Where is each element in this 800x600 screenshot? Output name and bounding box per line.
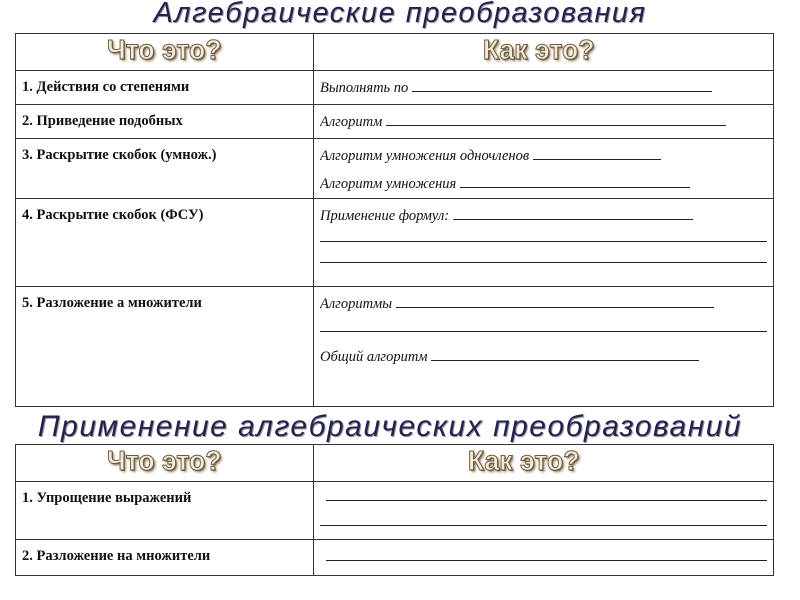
table-row [16,287,774,407]
header-how-label: Как это? [482,34,595,65]
table-header-row [16,445,774,482]
table-row [16,540,774,576]
header-how-label: Как это? [467,445,580,476]
table-header-row [16,34,774,71]
row-label: 3. Раскрытие скобок (умнож.) [16,139,314,199]
table-row [16,199,774,287]
answer-blank[interactable] [320,248,767,263]
table-algebraic-transformations [15,33,774,407]
table-row [16,71,774,105]
answer-blank[interactable] [396,295,714,308]
section1-title: Алгебраические преобразования [153,0,647,29]
row-label: 4. Раскрытие скобок (ФСУ) [16,199,314,287]
table-row [16,139,774,199]
row-label: 1. Действия со степенями [16,71,314,105]
answer-blank[interactable] [453,207,693,220]
row-label: 1. Упрощение выражений [16,482,314,540]
table-row [16,482,774,540]
header-what-label: Что это? [107,34,222,65]
header-how-cell [314,445,774,482]
row-answer: Алгоритмы Общий алгоритм [314,287,774,407]
row-answer: Выполнять по [314,71,774,105]
row-label: 2. Разложение на множители [16,540,314,576]
header-what-cell [16,445,314,482]
row-answer: Алгоритм умножения одночленов Алгоритм умножения [314,139,774,199]
section2-title: Применение алгебраических преобразований [37,410,743,443]
header-how-cell [314,34,774,71]
row-label: 2. Приведение подобных [16,105,314,139]
header-what-cell [16,34,314,71]
row-answer: Алгоритм [314,105,774,139]
row-answer [314,540,774,576]
answer-blank[interactable] [460,175,690,188]
table-row [16,105,774,139]
row-label: 5. Разложение а множители [16,287,314,407]
answer-blank[interactable] [326,546,767,561]
answer-blank[interactable] [431,348,699,361]
row-answer [314,482,774,540]
answer-blank[interactable] [320,317,767,332]
answer-blank[interactable] [533,147,661,160]
answer-blank[interactable] [320,511,767,526]
answer-blank[interactable] [412,79,712,92]
answer-blank[interactable] [326,486,767,501]
answer-blank[interactable] [386,113,726,126]
header-what-label: Что это? [107,445,222,476]
table-applications [15,444,774,576]
answer-blank[interactable] [320,227,767,242]
row-answer: Применение формул: [314,199,774,287]
